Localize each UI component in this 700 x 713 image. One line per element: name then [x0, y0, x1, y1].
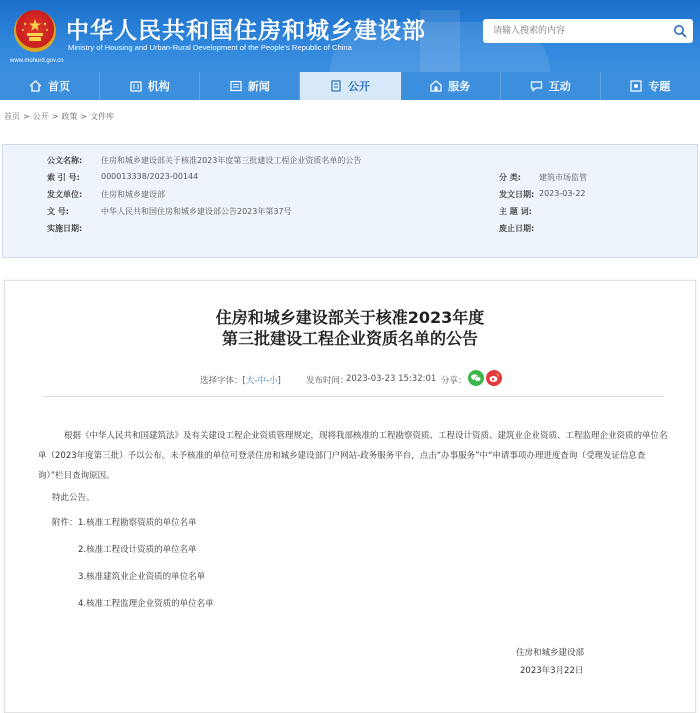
breadcrumb-public[interactable]: 公开	[32, 112, 49, 121]
breadcrumb-separator: >	[23, 112, 30, 121]
site-subtitle: Ministry of Housing and Urban-Rural Development of the People's Republic of China	[68, 43, 352, 52]
meta-issue-date: 2023-03-22	[539, 189, 586, 198]
attachment-link[interactable]: 3.核准建筑业企业资质的单位名单	[78, 572, 206, 582]
home-icon	[29, 80, 42, 92]
nav-item-interact[interactable]	[501, 72, 601, 100]
nav-item-institution[interactable]	[100, 72, 200, 100]
article-title-line2: 第三批建设工程企业资质名单的公告	[221, 329, 478, 348]
site-header	[0, 0, 700, 72]
nav-label: 服务	[448, 80, 471, 93]
nav-label: 机构	[147, 80, 170, 93]
meta-issue-date-label: 发文日期:	[499, 190, 535, 199]
meta-category-label: 分 类:	[499, 173, 521, 182]
main-nav	[0, 72, 700, 100]
share-label: 分享：	[441, 376, 467, 386]
news-icon	[230, 80, 242, 92]
nav-item-home[interactable]	[0, 72, 100, 100]
nav-item-service[interactable]	[401, 72, 501, 100]
meta-category: 建筑市场监管	[539, 173, 587, 182]
breadcrumb-library[interactable]: 文件库	[90, 112, 115, 121]
article-divider	[44, 396, 664, 397]
font-size-small-link[interactable]: 小	[269, 376, 278, 386]
meta-issuer: 住房和城乡建设部	[101, 190, 165, 199]
signer: 住房和城乡建设部	[516, 648, 585, 658]
document-meta-box	[2, 144, 698, 258]
publish-time: 2023-03-23 15:32:01	[346, 374, 437, 384]
chat-icon	[530, 80, 543, 92]
font-bracket-open: [	[242, 376, 246, 386]
meta-impl-label: 实施日期:	[47, 224, 83, 233]
meta-issuer-label: 发文单位:	[47, 190, 83, 199]
service-icon	[430, 80, 442, 92]
article-title-line1: 住房和城乡建设部关于核准2023年度	[215, 308, 485, 327]
font-size-large-link[interactable]: 大	[245, 376, 255, 386]
topic-icon	[630, 80, 642, 92]
weibo-share-icon[interactable]	[486, 370, 502, 386]
font-bracket-close: ]	[277, 376, 281, 386]
search-box	[483, 19, 693, 43]
font-size-medium-link[interactable]: 中	[257, 376, 266, 386]
nav-item-topic[interactable]	[601, 72, 700, 100]
wechat-share-icon[interactable]	[468, 370, 484, 386]
nav-label: 新闻	[247, 80, 270, 93]
breadcrumb-separator: >	[51, 112, 59, 121]
document-icon	[330, 80, 342, 92]
article-paragraph: 根据《中华人民共和国建筑法》及有关建设工程企业资质管理规定，现将我部核准的工程勘察资质、工程设计资质、建筑业企业资质、工程监理企业资质的单位名单（2023年度第三批）予以公布。未予核准的单位可登录住房和城乡建设部门户网站-政务服务平台，点击“办事服务”中“申请事项办理进度查询（受理发证信息查询）”栏目查询原因。	[38, 431, 668, 481]
meta-expire-label: 废止日期:	[499, 224, 535, 233]
nav-label: 互动	[548, 80, 571, 93]
font-size-separator: -	[265, 376, 270, 386]
font-size-selector	[200, 374, 281, 386]
search-input[interactable]	[483, 19, 663, 43]
building-icon	[130, 80, 142, 92]
search-icon[interactable]	[673, 24, 687, 38]
attachments-label: 附件：	[52, 518, 78, 528]
breadcrumb-home[interactable]: 首页	[4, 112, 20, 121]
meta-docno: 中华人民共和国住房和城乡建设部公告2023年第37号	[101, 207, 292, 216]
breadcrumb	[4, 111, 114, 122]
breadcrumb-policy[interactable]: 政策	[61, 112, 78, 121]
national-emblem-icon[interactable]	[14, 10, 56, 52]
site-title[interactable]: 中华人民共和国住房和城乡建设部	[66, 18, 426, 44]
publish-time-label: 发布时间：	[306, 376, 349, 386]
attachment-link[interactable]: 4.核准工程监理企业资质的单位名单	[78, 599, 214, 609]
meta-index: 000013338/2023-00144	[101, 172, 199, 181]
nav-label: 专题	[648, 80, 671, 93]
nav-label: 公开	[347, 80, 370, 93]
article-notice: 特此公告。	[52, 493, 95, 503]
nav-label: 首页	[48, 80, 71, 93]
nav-item-public[interactable]	[300, 72, 400, 100]
meta-doc-name: 住房和城乡建设部关于核准2023年度第三批建设工程企业资质名单的公告	[101, 156, 362, 165]
breadcrumb-separator: >	[80, 112, 88, 121]
sign-date: 2023年3月22日	[520, 666, 584, 676]
attachment-link[interactable]: 1.核准工程勘察资质的单位名单	[78, 518, 197, 528]
meta-doc-name-label: 公文名称:	[47, 156, 83, 165]
font-size-separator: -	[254, 376, 258, 386]
header-tower-decoration	[420, 10, 460, 72]
meta-docno-label: 文 号:	[47, 207, 69, 216]
site-domain: www.mohurd.gov.cn	[10, 58, 64, 64]
nav-item-news[interactable]	[200, 72, 300, 100]
attachment-link[interactable]: 2.核准工程设计资质的单位名单	[78, 545, 197, 555]
meta-index-label: 索 引 号:	[47, 173, 80, 182]
font-size-label: 选择字体：	[200, 376, 243, 386]
meta-subject-label: 主 题 词:	[499, 207, 532, 216]
